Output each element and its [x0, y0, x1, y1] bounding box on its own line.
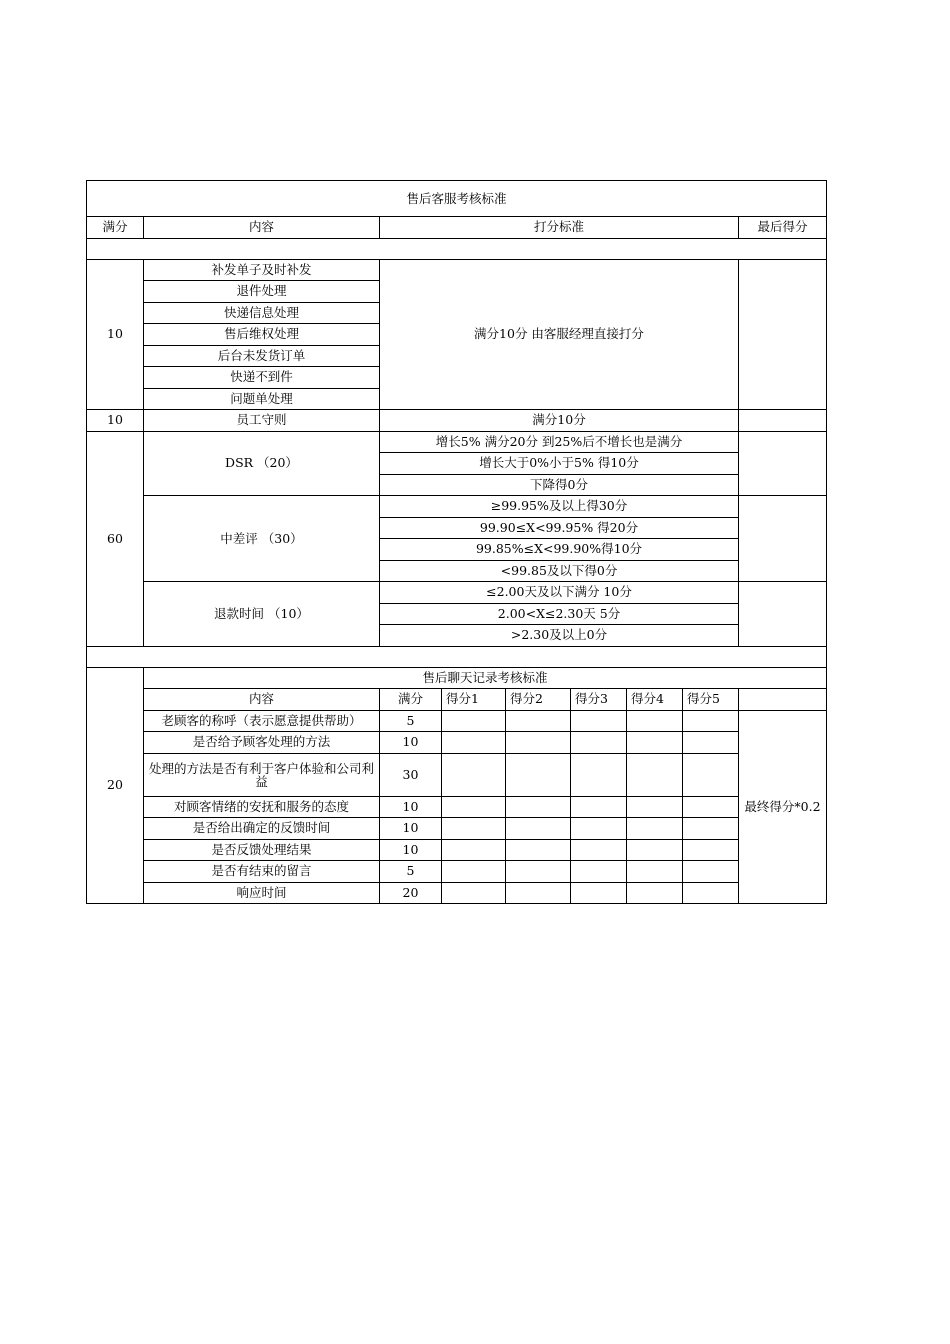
score-input-cell[interactable]	[683, 732, 739, 754]
header-content: 内容	[144, 217, 380, 239]
section1-item: 后台未发货订单	[144, 345, 380, 367]
score-input-cell[interactable]	[442, 818, 506, 840]
score-input-cell[interactable]	[683, 710, 739, 732]
score-input-cell[interactable]	[506, 796, 571, 818]
score-input-cell[interactable]	[506, 861, 571, 883]
score-input-cell[interactable]	[506, 753, 571, 796]
chat-row-full: 10	[380, 796, 442, 818]
chat-full: 20	[87, 667, 144, 904]
refund-rule: 2.00<X≤2.30天 5分	[380, 603, 739, 625]
section3-full: 60	[87, 431, 144, 646]
dsr-rule: 增长5% 满分20分 到25%后不增长也是满分	[380, 431, 739, 453]
chat-row-full: 5	[380, 710, 442, 732]
score-input-cell[interactable]	[506, 818, 571, 840]
score-input-cell[interactable]	[571, 882, 627, 904]
chat-row-full: 20	[380, 882, 442, 904]
score-input-cell[interactable]	[683, 796, 739, 818]
chat-row	[87, 710, 827, 732]
score-input-cell[interactable]	[506, 882, 571, 904]
chat-header-blank	[739, 689, 827, 711]
score-input-cell[interactable]	[571, 796, 627, 818]
score-input-cell[interactable]	[683, 839, 739, 861]
chat-row	[87, 861, 827, 883]
score-input-cell[interactable]	[506, 839, 571, 861]
section1-item: 快递信息处理	[144, 302, 380, 324]
section2-full: 10	[87, 410, 144, 432]
chat-row	[87, 882, 827, 904]
header-final: 最后得分	[739, 217, 827, 239]
assessment-table	[86, 180, 827, 904]
score-input-cell[interactable]	[506, 710, 571, 732]
score-input-cell[interactable]	[442, 839, 506, 861]
chat-header-score5: 得分5	[683, 689, 739, 711]
refund-score-cell[interactable]	[739, 582, 827, 647]
section2-score-cell[interactable]	[739, 410, 827, 432]
chat-row-content: 处理的方法是否有利于客户体验和公司利益	[144, 753, 380, 796]
chat-final-note: 最终得分*0.2	[739, 710, 827, 904]
chat-header-score2: 得分2	[506, 689, 571, 711]
score-input-cell[interactable]	[683, 818, 739, 840]
chat-header-score3: 得分3	[571, 689, 627, 711]
score-input-cell[interactable]	[627, 710, 683, 732]
header-full: 满分	[87, 217, 144, 239]
header-row	[87, 217, 827, 239]
score-input-cell[interactable]	[627, 818, 683, 840]
chat-row-full: 10	[380, 732, 442, 754]
score-input-cell[interactable]	[571, 839, 627, 861]
chat-row-content: 老顾客的称呼（表示愿意提供帮助）	[144, 710, 380, 732]
chat-row-content: 响应时间	[144, 882, 380, 904]
score-input-cell[interactable]	[627, 732, 683, 754]
chat-header-score4: 得分4	[627, 689, 683, 711]
bad-review-label: 中差评 （30）	[144, 496, 380, 582]
bad-review-rule: ≥99.95%及以上得30分	[380, 496, 739, 518]
score-input-cell[interactable]	[442, 710, 506, 732]
dsr-rule: 下降得0分	[380, 474, 739, 496]
score-input-cell[interactable]	[442, 882, 506, 904]
score-input-cell[interactable]	[627, 796, 683, 818]
score-input-cell[interactable]	[627, 753, 683, 796]
chat-header-score1: 得分1	[442, 689, 506, 711]
section1-criteria: 满分10分 由客服经理直接打分	[380, 259, 739, 410]
score-input-cell[interactable]	[627, 861, 683, 883]
bad-review-rule: 99.85%≤X<99.90%得10分	[380, 539, 739, 561]
bad-review-rule: <99.85及以下得0分	[380, 560, 739, 582]
section1-item: 售后维权处理	[144, 324, 380, 346]
chat-row-content: 是否反馈处理结果	[144, 839, 380, 861]
chat-title: 售后聊天记录考核标准	[144, 667, 827, 689]
dsr-label: DSR （20）	[144, 431, 380, 496]
chat-row-content: 是否给予顾客处理的方法	[144, 732, 380, 754]
main-title: 售后客服考核标准	[87, 181, 827, 217]
chat-row-content: 是否给出确定的反馈时间	[144, 818, 380, 840]
chat-row	[87, 796, 827, 818]
dsr-score-cell[interactable]	[739, 431, 827, 496]
score-input-cell[interactable]	[442, 796, 506, 818]
spacer-row	[87, 238, 827, 259]
score-input-cell[interactable]	[571, 861, 627, 883]
chat-header-full: 满分	[380, 689, 442, 711]
section1-item: 快递不到件	[144, 367, 380, 389]
score-input-cell[interactable]	[627, 882, 683, 904]
section1-score-cell[interactable]	[739, 259, 827, 410]
score-input-cell[interactable]	[683, 753, 739, 796]
score-input-cell[interactable]	[571, 732, 627, 754]
chat-row-full: 10	[380, 818, 442, 840]
score-input-cell[interactable]	[442, 861, 506, 883]
score-input-cell[interactable]	[506, 732, 571, 754]
bad-review-rule: 99.90≤X<99.95% 得20分	[380, 517, 739, 539]
chat-header-row	[87, 689, 827, 711]
dsr-rule: 增长大于0%小于5% 得10分	[380, 453, 739, 475]
refund-label: 退款时间 （10）	[144, 582, 380, 647]
chat-row-full: 10	[380, 839, 442, 861]
score-input-cell[interactable]	[442, 732, 506, 754]
refund-rule: >2.30及以上0分	[380, 625, 739, 647]
header-criteria: 打分标准	[380, 217, 739, 239]
score-input-cell[interactable]	[683, 882, 739, 904]
score-input-cell[interactable]	[571, 710, 627, 732]
chat-header-content: 内容	[144, 689, 380, 711]
chat-row-full: 5	[380, 861, 442, 883]
score-input-cell[interactable]	[571, 818, 627, 840]
chat-row-full: 30	[380, 753, 442, 796]
score-input-cell[interactable]	[627, 839, 683, 861]
score-input-cell[interactable]	[442, 753, 506, 796]
chat-row-content: 是否有结束的留言	[144, 861, 380, 883]
chat-row	[87, 818, 827, 840]
spacer-row	[87, 646, 827, 667]
chat-row-content: 对顾客情绪的安抚和服务的态度	[144, 796, 380, 818]
section1-item: 补发单子及时补发	[144, 259, 380, 281]
section2-content: 员工守则	[144, 410, 380, 432]
refund-rule: ≤2.00天及以下满分 10分	[380, 582, 739, 604]
section1-item: 退件处理	[144, 281, 380, 303]
section1-item: 问题单处理	[144, 388, 380, 410]
section2-criteria: 满分10分	[380, 410, 739, 432]
section1-full: 10	[87, 259, 144, 410]
score-input-cell[interactable]	[571, 753, 627, 796]
score-input-cell[interactable]	[683, 861, 739, 883]
chat-row	[87, 732, 827, 754]
chat-row	[87, 839, 827, 861]
chat-row	[87, 753, 827, 796]
bad-review-score-cell[interactable]	[739, 496, 827, 582]
